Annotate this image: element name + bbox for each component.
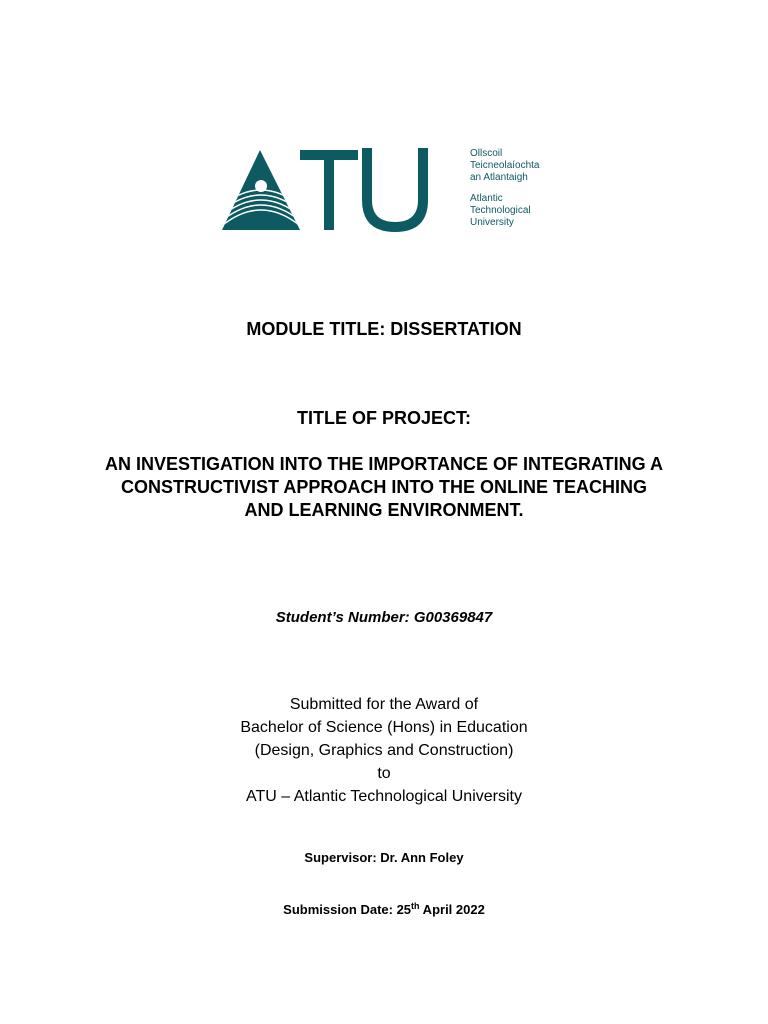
logo-irish-line-2: Teicneolaíochta <box>470 160 540 171</box>
logo-english-line-1: Atlantic <box>470 193 503 204</box>
logo-irish-line-3: an Atlantaigh <box>470 172 528 183</box>
submission-date <box>0 901 768 917</box>
award-statement <box>0 693 768 808</box>
submission-date-prefix: Submission Date: 25 <box>283 902 412 917</box>
award-line-2: Bachelor of Science (Hons) in Education <box>240 719 528 736</box>
submission-date-suffix: April 2022 <box>419 902 485 917</box>
project-title: AN INVESTIGATION INTO THE IMPORTANCE OF INTEGRATING A CONSTRUCTIVIST APPROACH INTO THE ONLINE TEACHING AND LEARNING ENVIRONMENT. <box>105 454 663 520</box>
submission-date-ordinal: th <box>411 901 420 911</box>
logo-english-line-3: University <box>470 217 514 228</box>
project-label: TITLE OF PROJECT: <box>296 408 471 428</box>
atu-wordmark-graphic <box>222 148 437 234</box>
award-line-3: (Design, Graphics and Construction) <box>254 742 514 759</box>
award-line-4: to <box>377 765 391 782</box>
award-line-1: Submitted for the Award of <box>289 696 479 713</box>
module-title: MODULE TITLE: DISSERTATION <box>246 319 522 339</box>
logo-irish-line-1: Ollscoil <box>470 148 503 159</box>
atu-logo <box>222 148 552 234</box>
logo-institution-name <box>470 148 560 229</box>
award-line-5: ATU – Atlantic Technological University <box>246 788 522 805</box>
student-number: Student’s Number: G00369847 <box>275 609 493 626</box>
supervisor: Supervisor: Dr. Ann Foley <box>304 850 464 865</box>
logo-english-line-2: Technological <box>470 205 531 216</box>
